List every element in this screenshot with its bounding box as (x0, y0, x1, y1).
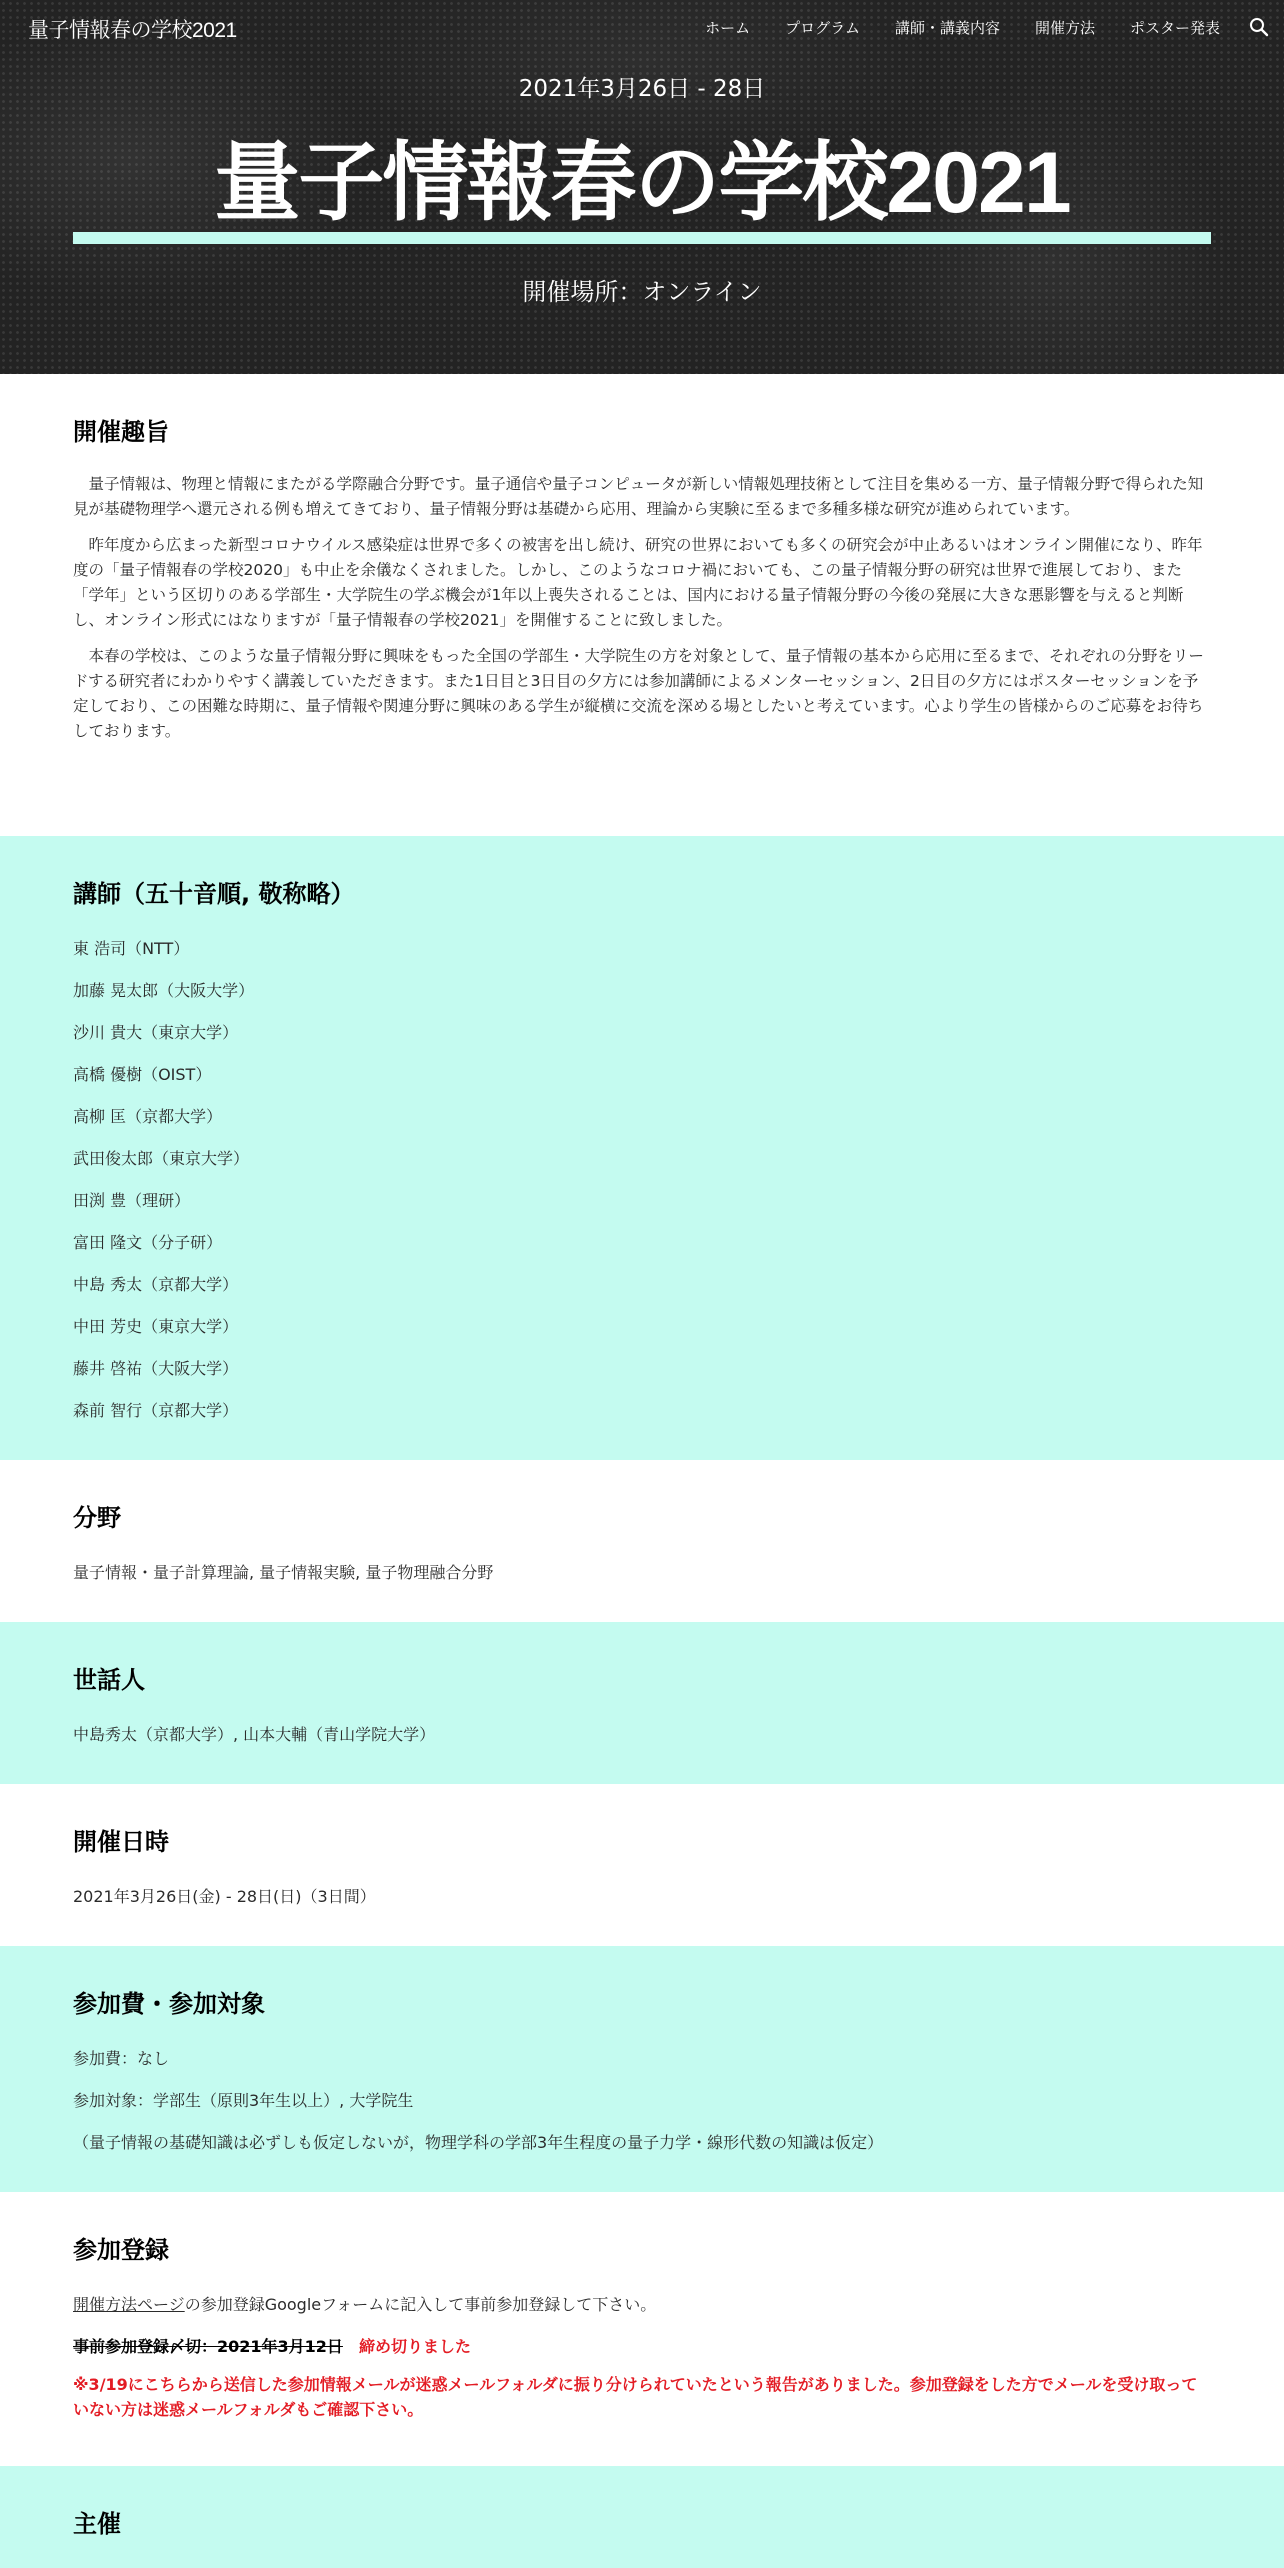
nav-item-program[interactable]: プログラム (785, 19, 860, 37)
section-lecturers (0, 836, 1284, 1460)
registration-instruction-text: の参加登録Googleフォームに記入して事前参加登録して下さい。 (184, 2295, 657, 2314)
lecturer-item: 富田 隆文（分子研） (73, 1233, 223, 1252)
page-title: 量子情報春の学校2021 (214, 135, 1070, 231)
method-page-link[interactable]: 開催方法ページ (73, 2295, 185, 2314)
purpose-body (73, 472, 1211, 755)
section-heading-organizers: 世話人 (73, 1666, 145, 1694)
section-registration (0, 2192, 1284, 2466)
lecturer-item: 加藤 晃太郎（大阪大学） (73, 981, 255, 1000)
dates-text: 2021年3月26日(金) - 28日(日)（3日間） (73, 1887, 376, 1906)
title-underline (73, 232, 1211, 244)
section-heading-dates: 開催日時 (73, 1828, 169, 1856)
event-place: 開催場所：オンライン (522, 278, 762, 306)
section-heading-purpose: 開催趣旨 (73, 418, 169, 446)
lecturer-item: 沙川 貴大（東京大学） (73, 1023, 239, 1042)
nav-item-method[interactable]: 開催方法 (1034, 19, 1095, 37)
lecturer-item: 藤井 啓祐（大阪大学） (73, 1359, 239, 1378)
site-title[interactable]: 量子情報春の学校2021 (28, 19, 237, 42)
purpose-paragraph-1: 量子情報は、物理と情報にまたがる学際融合分野です。量子通信や量子コンピュータが新しい情報処理技術として注目を集める一方、量子情報分野で得られた知見が基礎物理学へ還元される例も増えてきており、量子情報分野は基礎から応用、理論から実験に至るまで多種多様な研究が進められています。 (73, 475, 1204, 518)
section-organizers (0, 1622, 1284, 1784)
deadline-text: 事前参加登録〆切：2021年3月12日 (73, 2337, 343, 2356)
purpose-paragraph-2: 昨年度から広まった新型コロナウイルス感染症は世界で多くの被害を出し続け、研究の世界においても多くの研究会が中止あるいはオンライン開催になり、昨年度の「量子情報春の学校2020」も中止を余儀なくされました。しかし、このようなコロナ禍においても、この量子情報分野の研究は世界で進展しており、また「学年」という区切りのある学部生・大学院生の学ぶ機会が1年以上喪失されることは、国内における量子情報分野の今後の発展に大きな悪影響を与えると判断し、オンライン形式にはなりますが「量子情報春の学校2021」を開催することに致しました。 (73, 536, 1203, 629)
spam-warning: ※3/19にこちらから送信した参加情報メールが迷惑メールフォルダに振り分けられていたという報告がありました。参加登録をした方でメールを受け取っていない方は迷惑メールフォルダもご確認下さい。 (73, 2375, 1198, 2419)
search-icon[interactable] (1248, 16, 1270, 38)
section-purpose (0, 374, 1284, 836)
hero-banner (0, 0, 1284, 374)
event-date: 2021年3月26日 - 28日 (518, 76, 766, 102)
lecturer-item: 高橋 優樹（OIST） (73, 1065, 212, 1084)
lecturer-item: 高柳 匡（京都大学） (73, 1107, 223, 1126)
lecturer-item: 田渕 豊（理研） (73, 1191, 191, 1210)
section-host (0, 2466, 1284, 2568)
nav-menu (670, 17, 1220, 38)
nav-item-lecturers[interactable]: 講師・講義内容 (894, 19, 1000, 37)
lecturer-item: 東 浩司（NTT） (73, 939, 190, 958)
closed-notice: 締め切りました (358, 2337, 471, 2356)
section-field (0, 1460, 1284, 1622)
lecturer-item: 武田俊太郎（東京大学） (73, 1149, 250, 1168)
registration-deadline (73, 2334, 471, 2357)
target-line: 参加対象：学部生（原則3年生以上）, 大学院生 (73, 2091, 414, 2110)
purpose-paragraph-3: 本春の学校は、このような量子情報分野に興味をもった全国の学部生・大学院生の方を対象として、量子情報の基本から応用に至るまで、それぞれの分野をリードする研究者にわかりやすく講義していただきます。また1日目と3日目の夕方には参加講師によるメンターセッション、2日目の夕方にはポスターセッションを予定しており、この困難な時期に、量子情報や関連分野に興味のある学生が縦横に交流を深める場としたいと考えています。心より学生の皆様からのご応募をお待ちしております。 (73, 647, 1204, 740)
top-navigation (0, 0, 1284, 56)
nav-item-poster[interactable]: ポスター発表 (1129, 19, 1220, 37)
prerequisite-line: （量子情報の基礎知識は必ずしも仮定しないが，物理学科の学部3年生程度の量子力学・線形代数の知識は仮定） (73, 2133, 884, 2152)
lecturer-item: 森前 智行（京都大学） (73, 1401, 239, 1420)
section-fee (0, 1946, 1284, 2192)
section-heading-host: 主催 (73, 2510, 121, 2538)
section-heading-registration: 参加登録 (73, 2236, 169, 2264)
registration-instruction (73, 2292, 656, 2315)
fee-line: 参加費：なし (73, 2049, 170, 2068)
lecturer-item: 中島 秀太（京都大学） (73, 1275, 239, 1294)
section-heading-lecturers: 講師（五十音順, 敬称略） (73, 880, 355, 908)
organizers-text: 中島秀太（京都大学）, 山本大輔（青山学院大学） (73, 1725, 436, 1744)
section-dates (0, 1784, 1284, 1946)
section-heading-field: 分野 (73, 1504, 121, 1532)
lecturer-item: 中田 芳史（東京大学） (73, 1317, 239, 1336)
field-text: 量子情報・量子計算理論, 量子情報実験, 量子物理融合分野 (73, 1563, 494, 1582)
nav-item-home[interactable]: ホーム (705, 19, 751, 37)
section-heading-fee: 参加費・参加対象 (73, 1990, 265, 2018)
